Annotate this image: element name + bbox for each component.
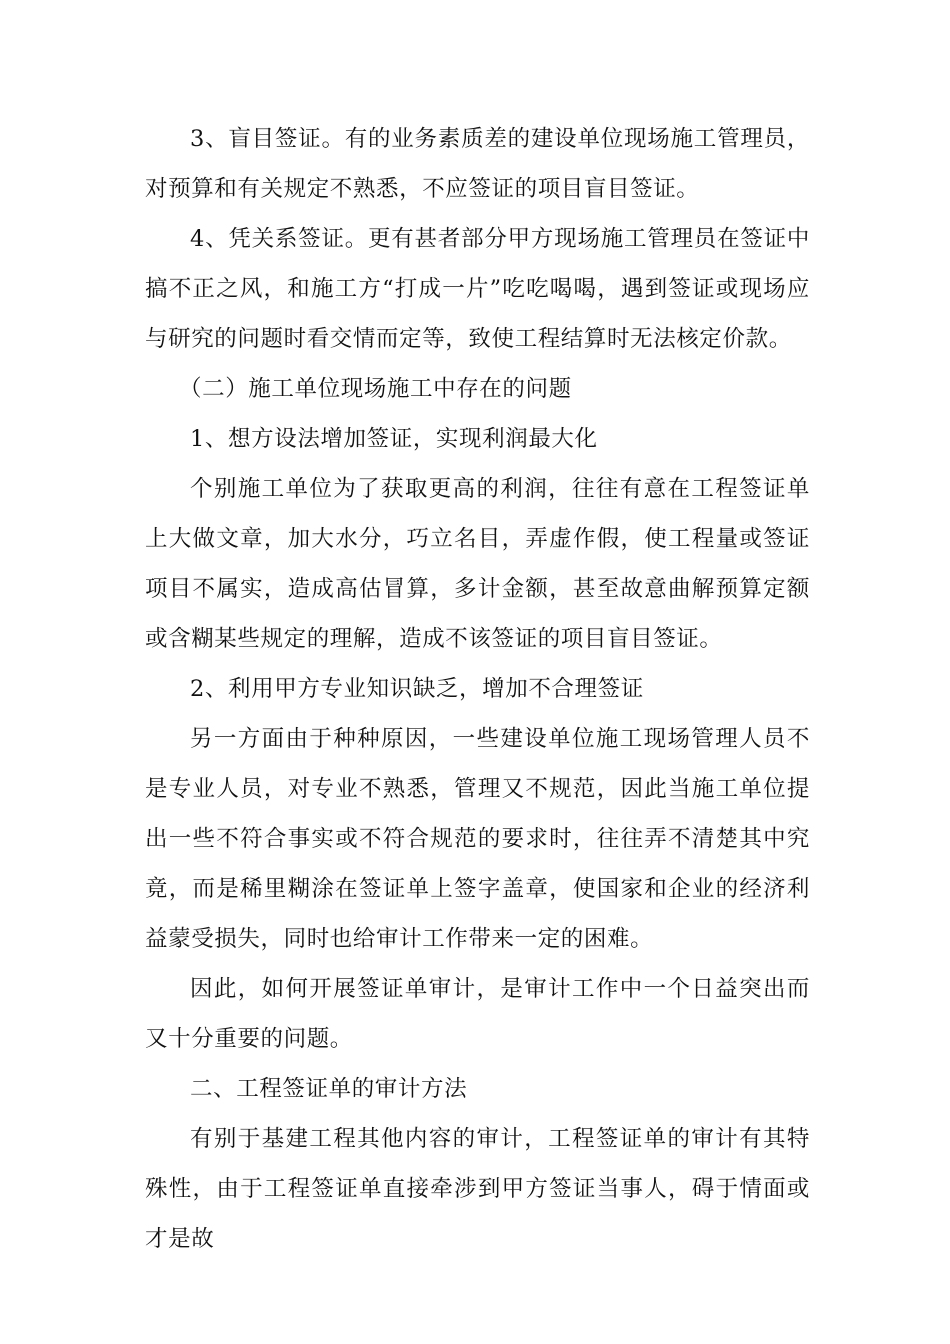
paragraph-blind-endorsement: 3、盲目签证。有的业务素质差的建设单位现场施工管理员，对预算和有关规定不熟悉，不应签证的项目盲目签证。 bbox=[145, 126, 810, 202]
document-body bbox=[145, 114, 810, 1264]
subheading-unreasonable-endorsements: 2、利用甲方专业知识缺乏，增加不合理签证 bbox=[190, 676, 644, 702]
paragraph-relationship-endorsement: 4、凭关系签证。更有甚者部分甲方现场施工管理员在签证中搞不正之风，和施工方“打成一片”吃吃喝喝，遇到签证或现场应与研究的问题时看交情而定等，致使工程结算时无法核定价款。 bbox=[145, 226, 810, 352]
paragraph-profit-maximization: 个别施工单位为了获取更高的利润，往往有意在工程签证单上大做文章，加大水分，巧立名目，弄虚作假，使工程量或签证项目不属实，造成高估冒算，多计金额，甚至故意曲解预算定额或含糊某些规定的理解，造成不该签证的项目盲目签证。 bbox=[145, 476, 810, 652]
section-heading-audit-methods: 二、工程签证单的审计方法 bbox=[190, 1076, 468, 1102]
section-heading-contractor-issues: （二）施工单位现场施工中存在的问题 bbox=[179, 376, 572, 402]
subheading-increase-endorsements: 1、想方设法增加签证，实现利润最大化 bbox=[190, 426, 598, 452]
paragraph-audit-particularity: 有别于基建工程其他内容的审计，工程签证单的审计有其特殊性，由于工程签证单直接牵涉到甲方签证当事人，碍于情面或才是故 bbox=[145, 1126, 810, 1252]
paragraph-lack-of-expertise: 另一方面由于种种原因，一些建设单位施工现场管理人员不是专业人员，对专业不熟悉，管理又不规范，因此当施工单位提出一些不符合事实或不符合规范的要求时，往往弄不清楚其中究竟，而是稀里糊涂在签证单上签字盖章，使国家和企业的经济利益蒙受损失，同时也给审计工作带来一定的困难。 bbox=[145, 726, 810, 952]
paragraph-audit-importance: 因此，如何开展签证单审计，是审计工作中一个日益突出而又十分重要的问题。 bbox=[145, 976, 810, 1052]
